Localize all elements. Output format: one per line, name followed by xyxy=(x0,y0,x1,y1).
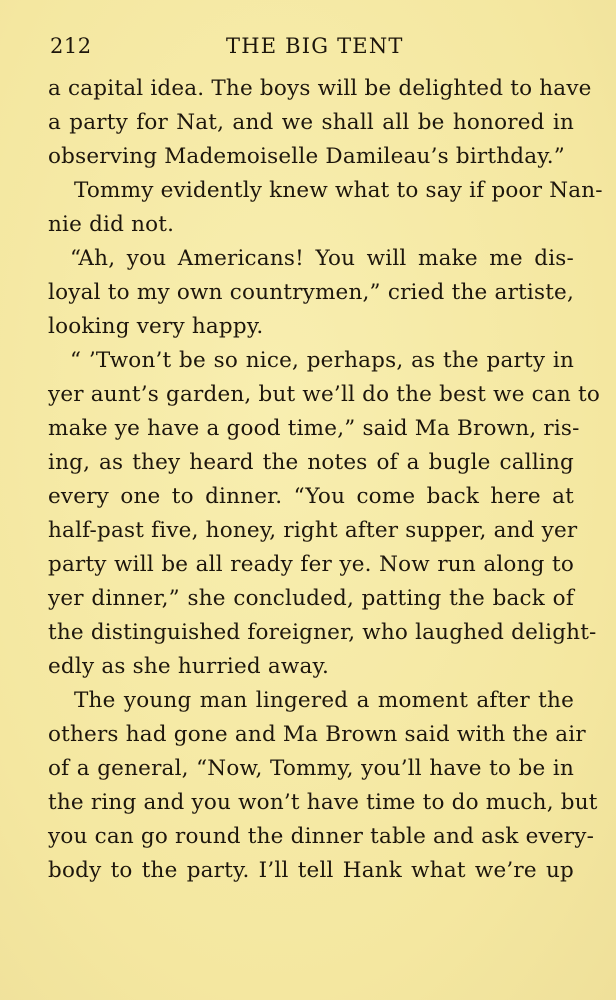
text-line: “ ’Twon’t be so nice, perhaps, as the party in xyxy=(70,348,574,373)
text-line: yer aunt’s garden, but we’ll do the best we can to xyxy=(48,382,600,407)
text-line: body to the party. I’ll tell Hank what we’re up xyxy=(48,858,574,883)
text-line: loyal to my own countrymen,” cried the artiste, xyxy=(48,280,574,305)
text-line: a capital idea. The boys will be delighted to have xyxy=(48,76,592,101)
text-line: yer dinner,” she concluded, patting the back of xyxy=(48,586,574,611)
text-line: the distinguished foreigner, who laughed delight- xyxy=(48,620,597,645)
text-line: a party for Nat, and we shall all be honored in xyxy=(48,110,574,135)
text-line: the ring and you won’t have time to do much, but xyxy=(48,790,598,815)
text-line: edly as she hurried away. xyxy=(48,654,330,679)
text-line: The young man lingered a moment after the xyxy=(74,688,574,713)
text-line: you can go round the dinner table and ask every- xyxy=(48,824,595,849)
running-head: THE BIG TENT xyxy=(226,34,404,58)
text-line: make ye have a good time,” said Ma Brown, ris- xyxy=(48,416,580,441)
text-line: ing, as they heard the notes of a bugle calling xyxy=(48,450,574,475)
text-line: half-past five, honey, right after supper, and yer xyxy=(48,518,578,543)
body-text xyxy=(48,72,603,888)
text-line: party will be all ready fer ye. Now run along to xyxy=(48,552,574,577)
text-line: every one to dinner. “You come back here at xyxy=(48,484,574,509)
text-line: “Ah, you Americans! You will make me dis- xyxy=(70,246,574,271)
text-line: nie did not. xyxy=(48,212,175,237)
page-header xyxy=(50,34,568,62)
text-line: observing Mademoiselle Damileau’s birthday.” xyxy=(48,144,565,169)
text-line: looking very happy. xyxy=(48,314,264,339)
text-line: Tommy evidently knew what to say if poor Nan- xyxy=(74,178,603,203)
text-line: others had gone and Ma Brown said with the air xyxy=(48,722,586,747)
page-number: 212 xyxy=(50,34,92,58)
text-line: of a general, “Now, Tommy, you’ll have to be in xyxy=(48,756,574,781)
